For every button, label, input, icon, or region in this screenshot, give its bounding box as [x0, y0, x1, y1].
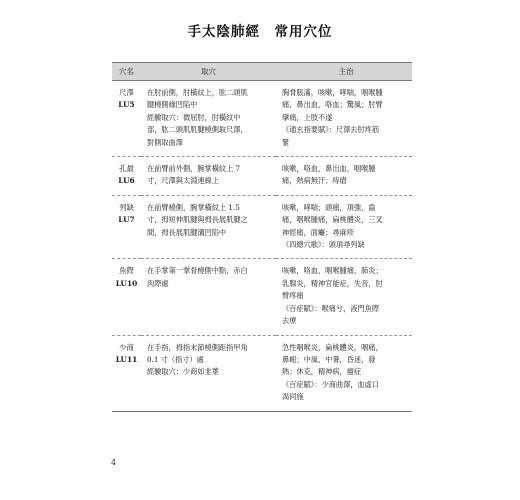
header-indications: 主治	[276, 63, 412, 81]
location-line: 腱橈側緣凹陷中	[147, 100, 198, 110]
header-location: 取穴	[141, 63, 276, 81]
location-line: 經驗取穴：微屈肘，肘橫紋中	[147, 112, 241, 122]
table-row	[112, 195, 412, 259]
indication-line: 神經痛，面癱；尋麻疹	[282, 227, 354, 237]
point-code: LU6	[118, 176, 135, 186]
indication-line: 乳腺炎，精神官能症，失音，肘	[282, 278, 383, 288]
location-line: 經驗取穴：少商如韭葉	[147, 367, 219, 377]
indication-line: 咳嗽，咯血，咽喉腫痛，肺炎；	[282, 266, 383, 276]
indication-line: 鼻衄；中風，中暑，昏迷，發	[282, 354, 376, 364]
location-line: 在前臂橈側，腕掌橫紋上 1.5	[147, 202, 240, 212]
location-line: 寸，尺澤與太淵連線上	[147, 176, 219, 186]
location-line: 在肘前側，肘橫紋上，肱二頭肌	[147, 88, 248, 97]
header-point-name: 穴名	[112, 63, 141, 81]
indication-cell	[276, 157, 412, 196]
point-code: LU10	[115, 278, 138, 288]
table-row	[112, 157, 412, 196]
point-cell	[112, 157, 141, 196]
point-name: 魚際	[119, 266, 134, 276]
location-line: 肉際處	[147, 278, 169, 288]
table-row	[112, 81, 412, 157]
indication-line: 胸脅脹滿，咳嗽，哮喘，咽喉腫	[282, 88, 383, 97]
point-name: 列缺	[119, 202, 134, 212]
table-body	[112, 81, 412, 412]
location-cell	[141, 81, 276, 157]
indication-line: 熱；休克，精神病，癔症	[282, 367, 362, 377]
location-line: 在前臂前外側，腕掌橫紋上 7	[147, 164, 241, 174]
point-name: 孔最	[119, 164, 134, 174]
page-title: 手太陰肺經 常用穴位	[187, 24, 333, 40]
indication-line: 急性咽喉炎，扁桃體炎，咽痛，	[282, 342, 383, 352]
indication-line: 《四總穴歌》：頭項尋列缺	[282, 240, 365, 250]
location-cell	[141, 157, 276, 196]
location-line: 0.1 寸（指寸）處	[147, 354, 204, 364]
indication-line: 《通玄指要賦》：尺澤去肘疼筋	[282, 125, 380, 135]
indication-line: 痛，熱病無汗；痔瘡	[282, 176, 347, 186]
indication-cell	[276, 81, 412, 157]
table-header-row	[112, 63, 412, 81]
indication-line: 痛，鼻出血，咯血；驚風；肘臂	[282, 100, 383, 110]
page-number: 4	[111, 458, 117, 467]
indication-line: 去療	[282, 316, 297, 326]
point-name: 少商	[119, 342, 134, 352]
location-line: 在手指，拇指末節橈側距指甲角	[147, 342, 248, 352]
indication-cell	[276, 335, 412, 411]
point-cell	[112, 259, 141, 335]
indication-line: 《百症賦》：少商曲澤，血虛口	[282, 379, 380, 389]
indication-line: 攣痛，上肢不遂	[282, 112, 333, 122]
location-line: 寸，拇短伸肌腱與拇長展肌腱之	[147, 215, 248, 225]
point-cell	[112, 335, 141, 411]
point-cell	[112, 81, 141, 157]
location-cell	[141, 195, 276, 259]
point-name: 尺澤	[119, 88, 134, 97]
indication-line: 《百症賦》：喉痛兮，液門魚際	[282, 303, 380, 313]
location-line: 間，拇長展肌腱溝凹陷中	[147, 227, 227, 237]
location-line: 部，肱二頭肌肌腱橈側取尺澤，	[147, 125, 248, 135]
point-code: LU7	[118, 215, 135, 225]
indication-cell	[276, 195, 412, 259]
table-row	[112, 259, 412, 335]
location-cell	[141, 335, 276, 411]
point-code: LU5	[118, 100, 135, 110]
point-cell	[112, 195, 141, 259]
indication-line: 痛，咽喉腫痛，扁桃體炎，三叉	[282, 215, 383, 225]
indication-line: 緊	[282, 137, 290, 147]
indication-line: 臂疼痛	[282, 291, 304, 301]
indication-line: 咳嗽，咯血，鼻出血，咽喉腫	[282, 164, 376, 174]
location-cell	[141, 259, 276, 335]
acupoint-table	[112, 62, 412, 412]
indication-cell	[276, 259, 412, 335]
indication-line: 咳嗽，哮喘；頭痛，項強，齒	[282, 202, 376, 212]
location-line: 對側取曲澤	[147, 137, 183, 147]
table-row	[112, 335, 412, 411]
indication-line: 渴同施	[282, 392, 304, 402]
location-line: 在手掌第一掌骨橈側中點，赤白	[147, 266, 248, 276]
point-code: LU11	[115, 354, 138, 364]
